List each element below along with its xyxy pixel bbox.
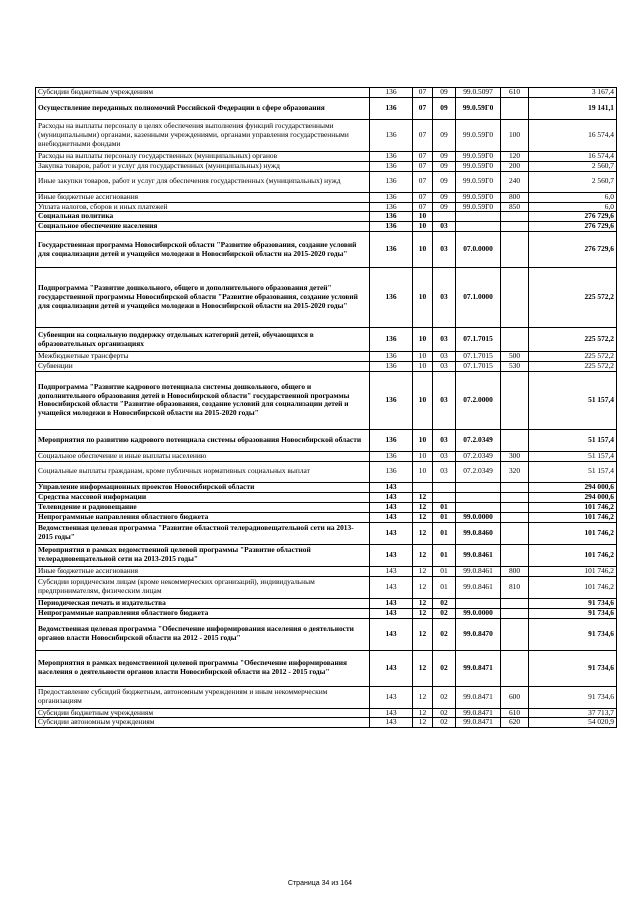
row-csr-cell: 07.1.0000 [456, 268, 501, 328]
row-pr-cell: 01 [433, 576, 456, 598]
row-name-cell: Субсидии автономным учреждениям [36, 718, 370, 728]
row-name-cell: Субвенции на социальную поддержку отдельных категорий детей, обучающихся в образовательных организациях [36, 328, 370, 352]
row-name-cell: Иные бюджетные ассигнования [36, 192, 370, 202]
row-pr-cell: 03 [433, 371, 456, 429]
row-rz-cell: 07 [413, 97, 433, 119]
row-rz-cell: 12 [413, 618, 433, 650]
row-sum-cell: 101 746,2 [529, 502, 617, 512]
row-name-cell: Социальная политика [36, 212, 370, 222]
row-csr-cell [456, 482, 501, 492]
row-name-cell: Уплата налогов, сборов и иных платежей [36, 202, 370, 212]
row-rz-cell: 12 [413, 512, 433, 522]
row-sum-cell: 225 572,2 [529, 352, 617, 362]
row-vr-cell [501, 232, 529, 268]
row-pr-cell: 02 [433, 598, 456, 608]
row-vr-cell: 500 [501, 352, 529, 362]
row-sum-cell: 225 572,2 [529, 268, 617, 328]
row-ved-cell: 143 [370, 492, 413, 502]
row-csr-cell [456, 222, 501, 232]
row-csr-cell: 07.2.0349 [456, 451, 501, 461]
row-sum-cell: 37 713,7 [529, 708, 617, 718]
row-name-cell: Средства массовой информации [36, 492, 370, 502]
row-vr-cell [501, 544, 529, 566]
table-row [36, 151, 617, 161]
row-rz-cell: 07 [413, 151, 433, 161]
row-csr-cell: 99.0.8471 [456, 718, 501, 728]
row-rz-cell [413, 482, 433, 492]
row-name-cell: Непрограммные направления областного бюджета [36, 608, 370, 618]
row-ved-cell: 136 [370, 119, 413, 151]
row-ved-cell: 136 [370, 171, 413, 192]
row-csr-cell: 07.2.0000 [456, 371, 501, 429]
row-name-cell: Межбюджетные трансферты [36, 352, 370, 362]
row-sum-cell: 101 746,2 [529, 522, 617, 544]
row-vr-cell: 800 [501, 566, 529, 576]
row-vr-cell: 600 [501, 686, 529, 708]
row-name-cell: Мероприятия в рамках ведомственной целевой программы "Обеспечение информирования населения о деятельности органов власти Новосибирской области на 2012 - 2015 годы" [36, 650, 370, 686]
table-row [36, 371, 617, 429]
row-sum-cell: 91 734,6 [529, 618, 617, 650]
table-row [36, 222, 617, 232]
row-sum-cell: 294 000,6 [529, 482, 617, 492]
table-row [36, 268, 617, 328]
row-name-cell: Расходы на выплаты персоналу в целях обеспечения выполнения функций государственными (муниципальными) органами, казенными учреждениями, органами управления государственными внебюджетными фондами [36, 119, 370, 151]
table-row [36, 97, 617, 119]
row-name-cell: Субсидии бюджетным учреждениям [36, 88, 370, 98]
row-vr-cell [501, 328, 529, 352]
row-rz-cell: 07 [413, 119, 433, 151]
row-csr-cell: 99.0.59Г0 [456, 192, 501, 202]
row-csr-cell: 99.0.8471 [456, 708, 501, 718]
row-pr-cell: 01 [433, 544, 456, 566]
table-row [36, 202, 617, 212]
row-name-cell: Субвенции [36, 362, 370, 372]
table-row [36, 328, 617, 352]
row-ved-cell: 136 [370, 202, 413, 212]
row-csr-cell: 99.0.8470 [456, 618, 501, 650]
row-pr-cell: 09 [433, 202, 456, 212]
row-ved-cell: 136 [370, 328, 413, 352]
row-name-cell: Субсидии бюджетным учреждениям [36, 708, 370, 718]
row-pr-cell: 09 [433, 151, 456, 161]
budget-table-sheet [35, 87, 616, 728]
row-rz-cell: 10 [413, 461, 433, 482]
row-csr-cell [456, 502, 501, 512]
row-vr-cell [501, 429, 529, 451]
table-row [36, 544, 617, 566]
row-rz-cell: 07 [413, 161, 433, 171]
row-vr-cell [501, 512, 529, 522]
row-rz-cell: 07 [413, 202, 433, 212]
row-rz-cell: 12 [413, 576, 433, 598]
row-pr-cell: 01 [433, 502, 456, 512]
row-csr-cell: 99.0.59Г0 [456, 97, 501, 119]
row-csr-cell: 99.0.0000 [456, 512, 501, 522]
table-row [36, 718, 617, 728]
row-ved-cell: 143 [370, 512, 413, 522]
table-row [36, 566, 617, 576]
row-pr-cell: 03 [433, 232, 456, 268]
row-vr-cell: 120 [501, 151, 529, 161]
row-vr-cell: 320 [501, 461, 529, 482]
row-name-cell: Мероприятия в рамках ведомственной целевой программы "Развитие областной телерадиовещательной сети на 2013-2015 годы" [36, 544, 370, 566]
row-sum-cell: 276 729,6 [529, 222, 617, 232]
row-vr-cell: 100 [501, 119, 529, 151]
row-sum-cell: 91 734,6 [529, 686, 617, 708]
row-name-cell: Социальное обеспечение населения [36, 222, 370, 232]
row-sum-cell: 16 574,4 [529, 151, 617, 161]
row-pr-cell: 03 [433, 461, 456, 482]
row-rz-cell: 12 [413, 544, 433, 566]
table-row [36, 686, 617, 708]
row-ved-cell: 136 [370, 429, 413, 451]
row-ved-cell: 143 [370, 502, 413, 512]
row-sum-cell: 51 157,4 [529, 461, 617, 482]
row-rz-cell: 07 [413, 192, 433, 202]
row-csr-cell [456, 598, 501, 608]
row-ved-cell: 136 [370, 232, 413, 268]
row-ved-cell: 136 [370, 97, 413, 119]
row-ved-cell: 143 [370, 482, 413, 492]
row-sum-cell: 2 560,7 [529, 171, 617, 192]
row-pr-cell: 03 [433, 429, 456, 451]
row-vr-cell [501, 618, 529, 650]
table-row [36, 352, 617, 362]
table-row [36, 576, 617, 598]
row-rz-cell: 10 [413, 362, 433, 372]
row-sum-cell: 294 000,6 [529, 492, 617, 502]
row-name-cell: Мероприятия по развитию кадрового потенциала системы образования Новосибирской области [36, 429, 370, 451]
row-csr-cell: 07.1.7015 [456, 328, 501, 352]
row-ved-cell: 143 [370, 708, 413, 718]
row-csr-cell: 07.2.0349 [456, 461, 501, 482]
row-name-cell: Осуществление переданных полномочий Российской Федерации в сфере образования [36, 97, 370, 119]
row-rz-cell: 12 [413, 492, 433, 502]
row-name-cell: Иные бюджетные ассигнования [36, 566, 370, 576]
table-row [36, 161, 617, 171]
row-ved-cell: 136 [370, 371, 413, 429]
table-row [36, 522, 617, 544]
page-number: Страница 34 из 164 [287, 880, 353, 887]
row-csr-cell: 99.0.8461 [456, 544, 501, 566]
row-sum-cell: 2 560,7 [529, 161, 617, 171]
row-csr-cell: 07.1.7015 [456, 362, 501, 372]
row-sum-cell: 91 734,6 [529, 650, 617, 686]
row-name-cell: Подпрограмма "Развитие дошкольного, общего и дополнительного образования детей" государственной программы Новосибирской области "Развитие образования, создание условий для социализации детей и учащейся молодежи в Новосибирской области на 2015-2020 годы" [36, 268, 370, 328]
row-ved-cell: 136 [370, 461, 413, 482]
row-sum-cell: 101 746,2 [529, 566, 617, 576]
row-rz-cell: 12 [413, 502, 433, 512]
table-row [36, 650, 617, 686]
table-row [36, 451, 617, 461]
table-row [36, 88, 617, 98]
row-name-cell: Иные закупки товаров, работ и услуг для обеспечения государственных (муниципальных) нужд [36, 171, 370, 192]
row-vr-cell [501, 268, 529, 328]
row-sum-cell: 101 746,2 [529, 576, 617, 598]
row-ved-cell: 143 [370, 650, 413, 686]
row-ved-cell: 143 [370, 686, 413, 708]
row-ved-cell: 136 [370, 161, 413, 171]
row-rz-cell: 12 [413, 650, 433, 686]
table-row [36, 708, 617, 718]
row-sum-cell: 276 729,6 [529, 232, 617, 268]
row-ved-cell: 143 [370, 544, 413, 566]
row-pr-cell: 02 [433, 618, 456, 650]
row-vr-cell: 800 [501, 192, 529, 202]
row-pr-cell: 02 [433, 650, 456, 686]
row-rz-cell: 12 [413, 718, 433, 728]
table-row [36, 461, 617, 482]
row-ved-cell: 136 [370, 451, 413, 461]
row-rz-cell: 10 [413, 328, 433, 352]
table-row [36, 512, 617, 522]
row-vr-cell [501, 502, 529, 512]
row-name-cell: Расходы на выплаты персоналу государственных (муниципальных) органов [36, 151, 370, 161]
row-name-cell: Управление информационных проектов Новосибирской области [36, 482, 370, 492]
row-sum-cell: 225 572,2 [529, 328, 617, 352]
row-rz-cell: 12 [413, 566, 433, 576]
row-rz-cell: 12 [413, 598, 433, 608]
row-ved-cell: 143 [370, 566, 413, 576]
row-name-cell: Закупка товаров, работ и услуг для государственных (муниципальных) нужд [36, 161, 370, 171]
row-pr-cell: 02 [433, 708, 456, 718]
row-ved-cell: 136 [370, 151, 413, 161]
row-name-cell: Субсидии юридическим лицам (кроме некоммерческих организаций), индивидуальным предпринимателям, физическим лицам [36, 576, 370, 598]
row-csr-cell: 07.1.7015 [456, 352, 501, 362]
row-name-cell: Государственная программа Новосибирской области "Развитие образования, создание условий для социализации детей и учащейся молодежи в Новосибирской области на 2015-2020 годы" [36, 232, 370, 268]
row-ved-cell: 136 [370, 88, 413, 98]
row-vr-cell: 300 [501, 451, 529, 461]
row-rz-cell: 10 [413, 352, 433, 362]
row-sum-cell: 51 157,4 [529, 371, 617, 429]
row-name-cell: Социальное обеспечение и иные выплаты населению [36, 451, 370, 461]
row-sum-cell: 51 157,4 [529, 451, 617, 461]
row-sum-cell: 101 746,2 [529, 544, 617, 566]
row-ved-cell: 136 [370, 222, 413, 232]
table-row [36, 192, 617, 202]
row-pr-cell: 03 [433, 352, 456, 362]
row-ved-cell: 136 [370, 362, 413, 372]
row-name-cell: Ведомственная целевая программа "Обеспечение информирования населения о деятельности органов власти Новосибирской области на 2012 - 2015 годы" [36, 618, 370, 650]
table-row [36, 482, 617, 492]
row-csr-cell: 99.0.5097 [456, 88, 501, 98]
table-row [36, 492, 617, 502]
row-name-cell: Предоставление субсидий бюджетным, автономным учреждениям и иным некоммерческим организациям [36, 686, 370, 708]
row-sum-cell: 54 020,9 [529, 718, 617, 728]
table-row [36, 232, 617, 268]
row-name-cell: Социальные выплаты гражданам, кроме публичных нормативных социальных выплат [36, 461, 370, 482]
row-sum-cell: 51 157,4 [529, 429, 617, 451]
row-csr-cell [456, 492, 501, 502]
row-rz-cell: 12 [413, 708, 433, 718]
row-pr-cell: 01 [433, 522, 456, 544]
row-ved-cell: 143 [370, 608, 413, 618]
table-row [36, 608, 617, 618]
row-vr-cell: 530 [501, 362, 529, 372]
row-sum-cell: 276 729,6 [529, 212, 617, 222]
row-rz-cell: 12 [413, 522, 433, 544]
row-vr-cell: 610 [501, 88, 529, 98]
row-sum-cell: 6,0 [529, 192, 617, 202]
row-pr-cell: 09 [433, 171, 456, 192]
row-pr-cell: 01 [433, 512, 456, 522]
row-vr-cell: 240 [501, 171, 529, 192]
row-ved-cell: 143 [370, 718, 413, 728]
row-vr-cell [501, 650, 529, 686]
row-ved-cell: 136 [370, 212, 413, 222]
row-pr-cell: 03 [433, 362, 456, 372]
row-vr-cell [501, 608, 529, 618]
row-csr-cell: 99.0.8471 [456, 686, 501, 708]
row-csr-cell: 99.0.8471 [456, 650, 501, 686]
row-name-cell: Периодическая печать и издательства [36, 598, 370, 608]
row-pr-cell: 03 [433, 451, 456, 461]
row-vr-cell: 810 [501, 576, 529, 598]
row-pr-cell: 03 [433, 268, 456, 328]
row-ved-cell: 136 [370, 352, 413, 362]
row-pr-cell: 02 [433, 608, 456, 618]
row-csr-cell: 99.0.59Г0 [456, 119, 501, 151]
row-sum-cell: 101 746,2 [529, 512, 617, 522]
row-vr-cell [501, 598, 529, 608]
row-vr-cell [501, 482, 529, 492]
table-row [36, 362, 617, 372]
row-vr-cell [501, 222, 529, 232]
row-rz-cell: 10 [413, 222, 433, 232]
row-sum-cell: 6,0 [529, 202, 617, 212]
row-csr-cell: 99.0.8460 [456, 522, 501, 544]
row-pr-cell: 02 [433, 718, 456, 728]
row-vr-cell: 620 [501, 718, 529, 728]
row-csr-cell [456, 212, 501, 222]
row-rz-cell: 10 [413, 371, 433, 429]
table-row [36, 598, 617, 608]
row-name-cell: Телевидение и радиовещание [36, 502, 370, 512]
row-pr-cell: 03 [433, 328, 456, 352]
row-name-cell: Непрограммные направления областного бюджета [36, 512, 370, 522]
row-pr-cell [433, 492, 456, 502]
row-csr-cell: 99.0.59Г0 [456, 151, 501, 161]
row-vr-cell: 610 [501, 708, 529, 718]
row-ved-cell: 143 [370, 598, 413, 608]
row-ved-cell: 136 [370, 268, 413, 328]
budget-table [35, 87, 617, 728]
row-rz-cell: 10 [413, 268, 433, 328]
row-rz-cell: 10 [413, 212, 433, 222]
budget-table-body [36, 88, 617, 728]
row-ved-cell: 143 [370, 522, 413, 544]
row-ved-cell: 143 [370, 576, 413, 598]
row-pr-cell: 01 [433, 566, 456, 576]
row-csr-cell: 07.2.0349 [456, 429, 501, 451]
row-vr-cell [501, 371, 529, 429]
row-pr-cell: 09 [433, 97, 456, 119]
row-sum-cell: 3 167,4 [529, 88, 617, 98]
table-row [36, 502, 617, 512]
row-csr-cell: 99.0.59Г0 [456, 202, 501, 212]
row-name-cell: Ведомственная целевая программа "Развитие областной телерадиовещательной сети на 2013-2015 годы" [36, 522, 370, 544]
row-ved-cell: 136 [370, 192, 413, 202]
table-row [36, 212, 617, 222]
row-pr-cell: 03 [433, 222, 456, 232]
table-row [36, 171, 617, 192]
row-vr-cell [501, 212, 529, 222]
row-rz-cell: 07 [413, 171, 433, 192]
row-csr-cell: 99.0.8461 [456, 576, 501, 598]
row-name-cell: Подпрограмма "Развитие кадрового потенциала системы дошкольного, общего и дополнительного образования детей в Новосибирской области" государственной программы Новосибирской области "Развитие образования, создание условий для социализации детей и учащейся молодежи в Новосибирской области на 2015-2020 годы" [36, 371, 370, 429]
row-csr-cell: 99.0.59Г0 [456, 161, 501, 171]
table-row [36, 618, 617, 650]
row-csr-cell: 99.0.0000 [456, 608, 501, 618]
row-csr-cell: 99.0.8461 [456, 566, 501, 576]
row-csr-cell: 07.0.0000 [456, 232, 501, 268]
row-vr-cell: 200 [501, 161, 529, 171]
row-rz-cell: 12 [413, 686, 433, 708]
row-pr-cell: 09 [433, 119, 456, 151]
row-pr-cell [433, 212, 456, 222]
row-rz-cell: 10 [413, 232, 433, 268]
row-ved-cell: 143 [370, 618, 413, 650]
table-row [36, 429, 617, 451]
row-sum-cell: 91 734,6 [529, 608, 617, 618]
row-vr-cell [501, 522, 529, 544]
row-sum-cell: 19 141,1 [529, 97, 617, 119]
table-row [36, 119, 617, 151]
row-rz-cell: 07 [413, 88, 433, 98]
row-pr-cell [433, 482, 456, 492]
row-sum-cell: 16 574,4 [529, 119, 617, 151]
row-sum-cell: 91 734,6 [529, 598, 617, 608]
row-vr-cell: 850 [501, 202, 529, 212]
row-rz-cell: 10 [413, 429, 433, 451]
row-csr-cell: 99.0.59Г0 [456, 171, 501, 192]
row-vr-cell [501, 97, 529, 119]
row-pr-cell: 09 [433, 192, 456, 202]
row-pr-cell: 02 [433, 686, 456, 708]
row-pr-cell: 09 [433, 88, 456, 98]
row-rz-cell: 12 [413, 608, 433, 618]
row-pr-cell: 09 [433, 161, 456, 171]
row-sum-cell: 225 572,2 [529, 362, 617, 372]
row-vr-cell [501, 492, 529, 502]
row-rz-cell: 10 [413, 451, 433, 461]
